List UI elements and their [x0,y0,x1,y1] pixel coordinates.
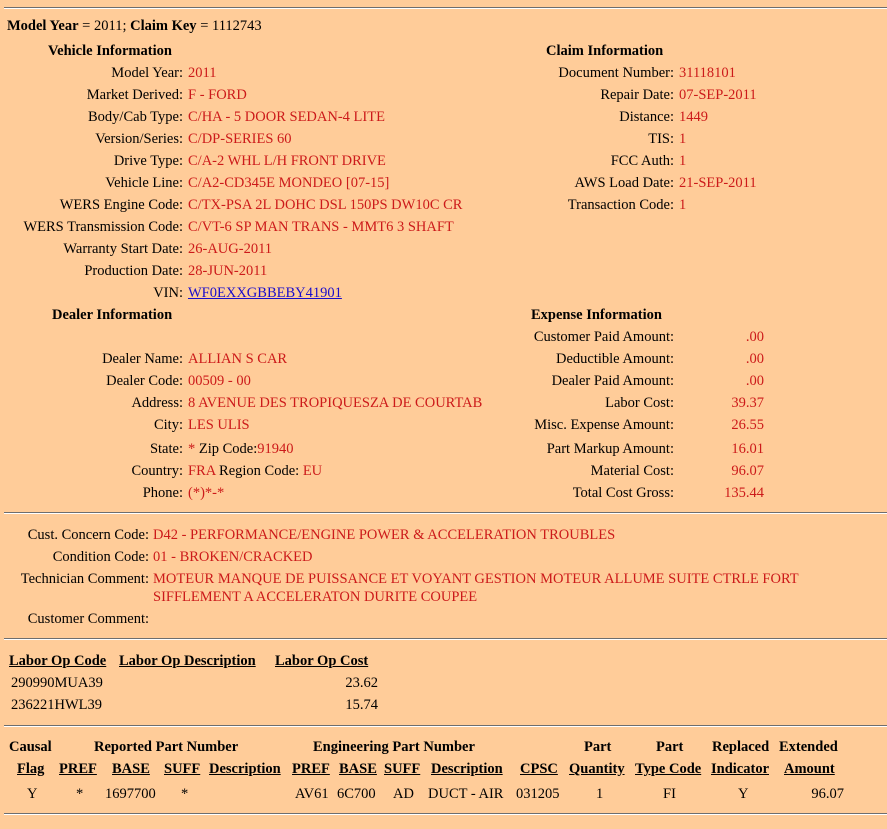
dealer-info-heading: Dealer Information [52,307,173,323]
claim-value-document: 31118101 [679,65,736,81]
dealer-region-label: Region Code: [219,463,300,479]
expense-label-total: Total Cost Gross: [572,485,674,501]
dealer-state-label: State: [149,441,183,457]
parts-header-pref: PREF [59,761,97,777]
condition-code-value: 01 - BROKEN/CRACKED [153,549,313,565]
vehicle-label-market: Market Derived: [86,87,183,103]
dealer-code-value: 00509 - 00 [188,373,251,389]
expense-label-material: Material Cost: [590,463,674,479]
dealer-phone-value: (*)*-* [188,485,225,501]
dealer-city-label: City: [153,417,183,433]
vehicle-value-drive: C/A-2 WHL L/H FRONT DRIVE [188,153,386,169]
vehicle-label-model-year: Model Year: [111,65,183,81]
parts-group-extended: Extended [779,739,838,755]
claim-key-label: Claim Key [130,18,197,34]
expense-label-dealer-paid: Dealer Paid Amount: [551,373,674,389]
parts-header-indicator: Indicator [711,761,769,777]
vehicle-label-production: Production Date: [84,263,183,279]
expense-value-misc: 26.55 [731,417,764,433]
claim-value-aws: 21-SEP-2011 [679,175,757,191]
parts-cell-eng-suff: AD [393,786,414,802]
expense-value-customer-paid: .00 [745,329,764,345]
vehicle-value-production: 28-JUN-2011 [188,263,268,279]
dealer-phone-label: Phone: [142,485,183,501]
vehicle-value-market: F - FORD [188,87,247,103]
parts-header-eng-pref: PREF [292,761,330,777]
vehicle-value-version: C/DP-SERIES 60 [188,131,292,147]
labor-header-cost: Labor Op Cost [275,653,369,669]
claim-value-transaction: 1 [679,197,687,213]
top-divider [4,7,887,9]
parts-cell-indicator: Y [738,786,749,802]
claim-label-tis: TIS: [648,131,674,147]
labor-row-cost: 15.74 [345,697,378,713]
vehicle-label-transmission: WERS Transmission Code: [23,219,183,235]
expense-label-customer-paid: Customer Paid Amount: [533,329,674,345]
parts-header-flag: Flag [17,761,45,777]
vin-label: VIN: [153,285,183,301]
labor-row-cost: 23.62 [345,675,378,691]
parts-header-quantity: Quantity [569,761,625,777]
vehicle-label-drive: Drive Type: [113,153,183,169]
labor-row-code: 290990MUA39 [11,675,103,691]
dealer-name-label: Dealer Name: [102,351,183,367]
cust-concern-label: Cust. Concern Code: [27,527,149,543]
parts-cell-flag: Y [27,786,38,802]
section-divider [4,638,887,640]
dealer-state-value: * [188,441,196,457]
technician-comment-line1: MOTEUR MANQUE DE PUISSANCE ET VOYANT GESTION MOTEUR ALLUME SUITE CTRLE FORT [153,571,799,587]
parts-cell-eng-description: DUCT - AIR [428,786,504,802]
parts-header-amount: Amount [784,761,835,777]
expense-value-dealer-paid: .00 [745,373,764,389]
parts-group-replaced: Replaced [712,739,770,755]
labor-row-code: 236221HWL39 [11,697,103,713]
dealer-zip-label: Zip Code: [198,441,258,457]
dealer-zip-value: 91940 [257,441,294,457]
claim-label-repair-date: Repair Date: [600,87,674,103]
claim-value-repair-date: 07-SEP-2011 [679,87,757,103]
vehicle-label-body: Body/Cab Type: [88,109,183,125]
expense-value-markup: 16.01 [731,441,764,457]
vehicle-label-warranty: Warranty Start Date: [63,241,183,257]
expense-info-heading: Expense Information [531,307,662,323]
vehicle-info-heading: Vehicle Information [48,43,172,59]
expense-value-labor: 39.37 [731,395,764,411]
vehicle-value-model-year: 2011 [188,65,217,81]
parts-cell-base: 1697700 [105,786,156,802]
dealer-country-region [188,462,322,480]
parts-header-type-code: Type Code [635,761,702,777]
parts-cell-suff: * [181,786,189,802]
vehicle-value-body: C/HA - 5 DOOR SEDAN-4 LITE [188,109,385,125]
expense-value-deductible: .00 [745,351,764,367]
dealer-name-value: ALLIAN S CAR [188,351,288,367]
claim-key-value: 1112743 [212,18,262,34]
section-divider [4,512,887,514]
technician-comment-line2: SIFFLEMENT A ACCELERATON DURITE COUPEE [153,589,478,605]
expense-value-material: 96.07 [731,463,764,479]
claim-label-fcc: FCC Auth: [610,153,674,169]
vin-link[interactable]: WF0EXXGBBEBY41901 [188,285,342,301]
claim-value-tis: 1 [679,131,687,147]
claim-info-heading: Claim Information [546,43,664,59]
vehicle-value-transmission: C/VT-6 SP MAN TRANS - MMT6 3 SHAFT [188,219,454,235]
parts-header-cpsc: CPSC [520,761,558,777]
bottom-divider [4,813,887,815]
parts-cell-quantity: 1 [596,786,604,802]
vehicle-value-line: C/A2-CD345E MONDEO [07-15] [188,175,390,191]
parts-group-engineering: Engineering Part Number [313,739,475,755]
expense-label-deductible: Deductible Amount: [556,351,674,367]
parts-group-part-type: Part [656,739,684,755]
vehicle-value-warranty: 26-AUG-2011 [188,241,273,257]
condition-code-label: Condition Code: [52,549,149,565]
parts-header-base: BASE [112,761,150,777]
parts-cell-eng-pref: AV61 [295,786,329,802]
section-divider [4,725,887,727]
parts-cell-type-code: FI [663,786,676,802]
claim-value-distance: 1449 [679,109,708,125]
vehicle-label-engine: WERS Engine Code: [59,197,183,213]
expense-label-misc: Misc. Expense Amount: [534,417,674,433]
claim-value-fcc: 1 [679,153,687,169]
parts-cell-amount: 96.07 [811,786,844,802]
parts-cell-eng-base: 6C700 [337,786,376,802]
claim-label-document: Document Number: [558,65,674,81]
labor-header-description: Labor Op Description [119,653,256,669]
parts-header-eng-base: BASE [339,761,377,777]
parts-header-suff: SUFF [164,761,201,777]
parts-header-eng-description: Description [431,761,503,777]
parts-header-description: Description [209,761,281,777]
dealer-code-label: Dealer Code: [106,373,183,389]
technician-comment-label: Technician Comment: [20,571,149,587]
dealer-country-label: Country: [131,463,183,479]
customer-comment-label: Customer Comment: [27,611,149,627]
claim-label-distance: Distance: [619,109,674,125]
cust-concern-value: D42 - PERFORMANCE/ENGINE POWER & ACCELERATION TROUBLES [153,527,616,543]
dealer-address-value: 8 AVENUE DES TROPIQUESZA DE COURTAB [188,395,483,411]
parts-header-eng-suff: SUFF [384,761,421,777]
parts-cell-pref: * [76,786,84,802]
model-year-value: 2011 [93,18,123,34]
parts-cell-cpsc: 031205 [516,786,560,802]
dealer-city-value: LES ULIS [188,417,250,433]
dealer-region-value: EU [302,463,323,479]
parts-group-causal: Causal [9,739,52,755]
model-year-label: Model Year [7,18,79,34]
expense-label-markup: Part Markup Amount: [546,441,674,457]
dealer-country-value: FRA [188,463,216,479]
claim-label-transaction: Transaction Code: [567,197,674,213]
summary-line: Model Year = 2011; Claim Key = 1112743 [7,18,262,34]
vehicle-label-line: Vehicle Line: [105,175,183,191]
dealer-address-label: Address: [131,395,183,411]
vehicle-value-engine: C/TX-PSA 2L DOHC DSL 150PS DW10C CR [188,197,463,213]
expense-label-labor: Labor Cost: [605,395,674,411]
parts-group-part-quantity: Part [584,739,612,755]
claim-label-aws: AWS Load Date: [574,175,674,191]
parts-group-reported: Reported Part Number [94,739,239,755]
vehicle-label-version: Version/Series: [95,131,183,147]
expense-value-total: 135.44 [724,485,764,501]
dealer-state-zip [188,440,294,458]
labor-header-code: Labor Op Code [9,653,107,669]
